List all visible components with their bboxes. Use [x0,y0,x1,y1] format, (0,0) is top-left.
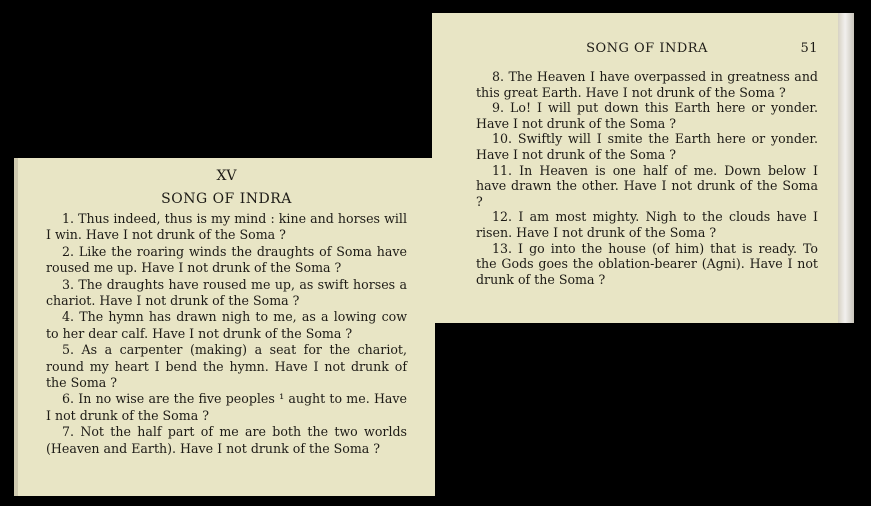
chapter-number: XV [216,168,237,184]
verse-2: 2. Like the roaring winds the draughts of Soma have roused me up. Have I not drunk of the Soma ? [46,243,407,276]
page-number: 51 [800,41,818,56]
verse-3: 3. The draughts have roused me up, as swift horses a chariot. Have I not drunk of the Soma ? [46,276,407,309]
verse-11: 11. In Heaven is one half of me. Down below I have drawn the other. Have I not drunk of the Soma ? [476,162,818,209]
verse-6: 6. In no wise are the five peoples ¹ aught to me. Have I not drunk of the Soma ? [46,391,407,423]
right-book-page [432,13,854,323]
verse-8: 8. The Heaven I have overpassed in greatness and this great Earth. Have I not drunk of the Soma ? [476,69,818,100]
verse-12: 12. I am most mighty. Nigh to the clouds have I risen. Have I not drunk of the Soma ? [476,209,818,240]
left-book-page [14,158,435,496]
verse-5: 5. As a carpenter (making) a seat for the chariot, round my heart I bend the hymn. Have I not drunk of the Soma ? [46,342,407,391]
verse-1: 1. Thus indeed, thus is my mind : kine and horses will I win. Have I not drunk of the Soma ? [46,211,407,243]
page-title: SONG OF INDRA [161,191,292,207]
running-title: SONG OF INDRA [586,41,708,56]
verse-4: 4. The hymn has drawn nigh to me, as a lowing cow to her dear calf. Have I not drunk of the Soma ? [46,309,407,341]
verse-10: 10. Swiftly will I smite the Earth here or yonder. Have I not drunk of the Soma ? [476,131,818,162]
verse-9: 9. Lo! I will put down this Earth here or yonder. Have I not drunk of the Soma ? [476,100,818,131]
running-head [476,41,818,61]
verse-13: 13. I go into the house (of him) that is ready. To the Gods goes the oblation-bearer (Agni). Have I not drunk of the Soma ? [476,240,818,287]
verse-7: 7. Not the half part of me are both the two worlds (Heaven and Earth). Have I not drunk of the Soma ? [46,424,407,456]
